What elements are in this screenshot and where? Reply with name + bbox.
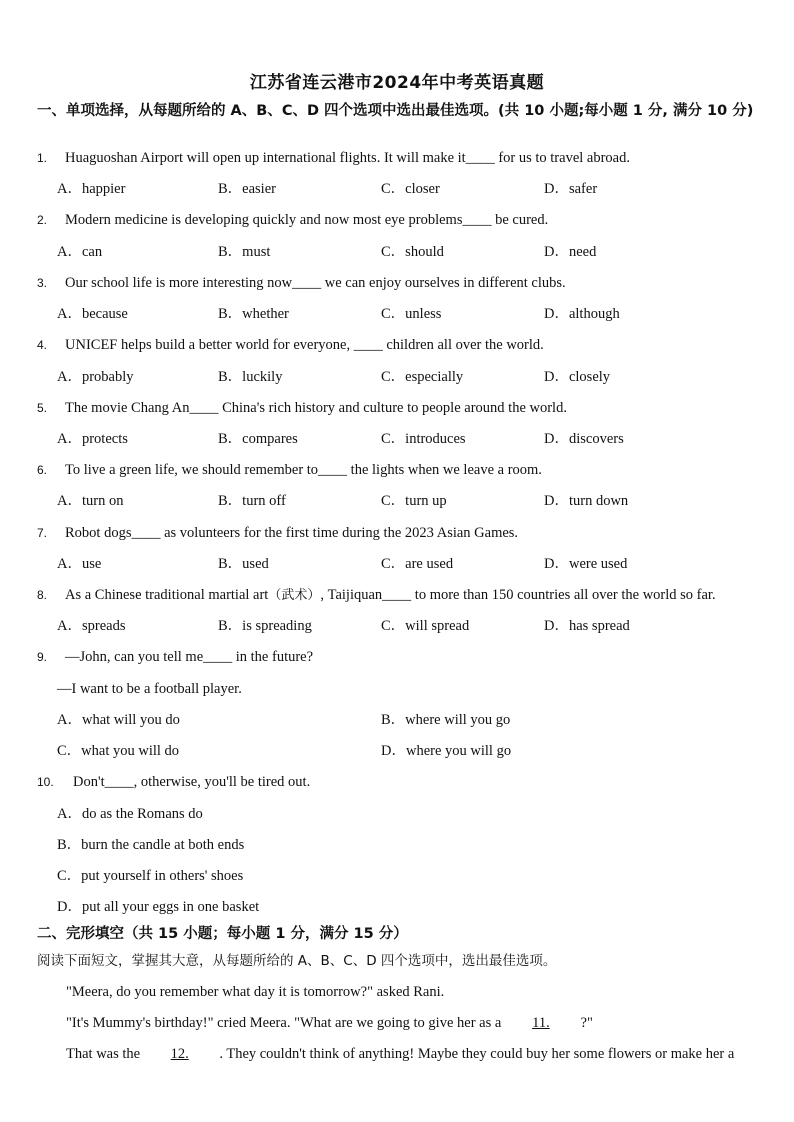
question-4: 4. UNICEF helps build a better world for everyone, ____ children all over the world. [37, 337, 544, 353]
option-6b: B．turn off [218, 493, 286, 509]
option-4a: A．probably [57, 369, 134, 385]
option-3d: D．although [544, 306, 620, 322]
option-4b: B．luckily [218, 369, 283, 385]
passage-paragraph-3: That was the 12. . They couldn't think of anything! Maybe they could buy her some flowers or make her a [66, 1046, 735, 1062]
option-3c: C．unless [381, 306, 442, 322]
option-6c: C．turn up [381, 493, 447, 509]
option-1a: A．happier [57, 181, 126, 197]
blank-11[interactable]: 11. [532, 1015, 550, 1031]
question-2: 2. Modern medicine is developing quickly and now most eye problems____ be cured. [37, 212, 549, 228]
question-7: 7. Robot dogs____ as volunteers for the first time during the 2023 Asian Games. [37, 525, 519, 541]
option-10b: B．burn the candle at both ends [57, 837, 245, 853]
option-6d: D．turn down [544, 493, 629, 509]
option-1b: B．easier [218, 181, 276, 197]
page-title: 江苏省连云港市2024年中考英语真题 [249, 73, 545, 93]
option-9c: C．what you will do [57, 743, 180, 759]
option-8a: A．spreads [57, 618, 126, 634]
section1-heading: 一、单项选择，从每题所给的 A、B、C、D 四个选项中选出最佳选项。(共 10 小题;每小题 1 分, 满分 10 分) [37, 103, 754, 119]
option-6a: A．turn on [57, 493, 124, 509]
option-7b: B．used [218, 556, 269, 572]
option-10c: C．put yourself in others' shoes [57, 868, 244, 884]
option-8b: B．is spreading [218, 618, 312, 634]
option-2b: B．must [218, 244, 271, 260]
option-8d: D．has spread [544, 618, 630, 634]
passage-paragraph-1: "Meera, do you remember what day it is tomorrow?" asked Rani. [66, 984, 445, 1000]
option-9d: D．where you will go [381, 743, 512, 759]
question-10: 10. Don't____, otherwise, you'll be tired out. [37, 774, 311, 790]
option-1c: C．closer [381, 181, 440, 197]
option-10a: A．do as the Romans do [57, 806, 203, 822]
option-2c: C．should [381, 244, 444, 260]
option-7d: D．were used [544, 556, 628, 572]
question-3: 3. Our school life is more interesting now____ we can enjoy ourselves in different clubs. [37, 275, 566, 291]
question-6: 6. To live a green life, we should remember to____ the lights when we leave a room. [37, 462, 542, 478]
option-3b: B．whether [218, 306, 289, 322]
option-7a: A．use [57, 556, 102, 572]
blank-12[interactable]: 12. [170, 1046, 189, 1062]
question-8: 8. As a Chinese traditional martial art（武术）, Taijiquan____ to more than 150 countries all over the world so far. [37, 587, 716, 603]
question-9-answer-line: —I want to be a football player. [57, 681, 242, 697]
question-9: 9. —John, can you tell me____ in the future? [37, 649, 314, 665]
section2-instruction: 阅读下面短文，掌握其大意，从每题所给的 A、B、C、D 四个选项中，选出最佳选项。 [37, 953, 557, 969]
option-4c: C．especially [381, 369, 464, 385]
option-5d: D．discovers [544, 431, 624, 447]
option-10d: D．put all your eggs in one basket [57, 899, 260, 915]
passage-paragraph-2: "It's Mummy's birthday!" cried Meera. "What are we going to give her as a 11. ?" [66, 1015, 593, 1031]
option-1d: D．safer [544, 181, 598, 197]
option-3a: A．because [57, 306, 128, 322]
option-9b: B．where will you go [381, 712, 511, 728]
question-1: 1. Huaguoshan Airport will open up international flights. It will make it____ for us to travel abroad. [37, 150, 630, 166]
question-5: 5. The movie Chang An____ China's rich history and culture to people around the world. [37, 400, 567, 416]
option-9a: A．what will you do [57, 712, 180, 728]
option-2a: A．can [57, 244, 103, 260]
option-2d: D．need [544, 244, 597, 260]
option-5a: A．protects [57, 431, 128, 447]
option-4d: D．closely [544, 369, 611, 385]
option-7c: C．are used [381, 556, 454, 572]
option-5b: B．compares [218, 431, 298, 447]
option-5c: C．introduces [381, 431, 466, 447]
section2-heading: 二、完形填空（共 15 小题；每小题 1 分，满分 15 分） [37, 926, 408, 942]
option-8c: C．will spread [381, 618, 470, 634]
